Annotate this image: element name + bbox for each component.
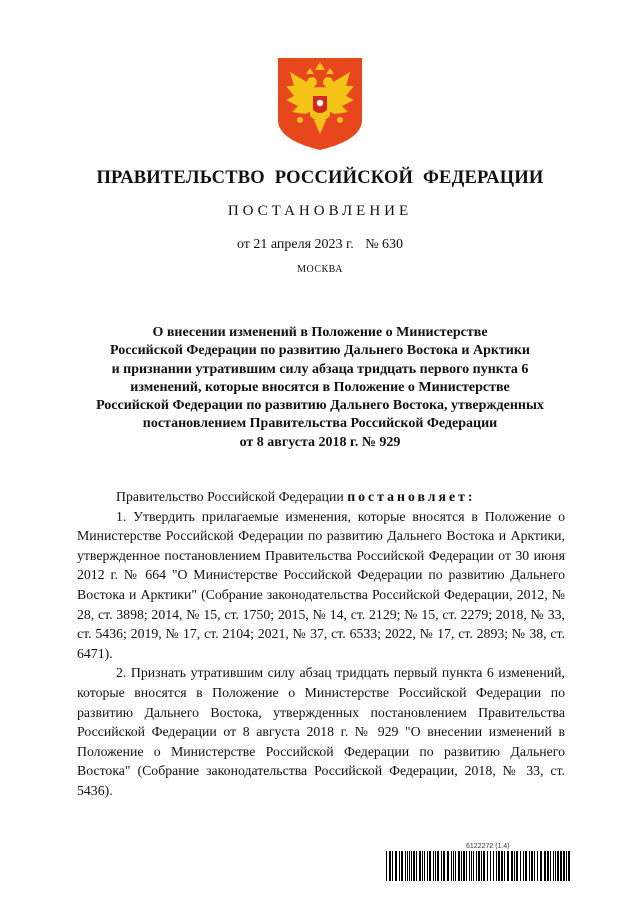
document-body [77,487,565,801]
document-subject [70,324,570,452]
preamble-paragraph [77,487,565,507]
russian-coat-of-arms-icon [276,56,364,152]
document-date-line [0,237,640,253]
barcode-icon [386,851,572,881]
document-type: ПОСТАНОВЛЕНИЕ [227,203,413,219]
subject-line: изменений, которые вносятся в Положение о Министерстве [130,379,510,395]
subject-line: Российской Федерации по развитию Дальнего Востока и Арктики [109,343,530,359]
document-city: МОСКВА [297,264,343,275]
decree-word: постановляет: [347,489,476,504]
subject-line: постановлением Правительства Российской Федерации [142,416,498,432]
item-2-paragraph: 2. Признать утратившим силу абзац тридцать первый пункта 6 изменений, которые вносятся в Положение о Министерстве Российской Федерации по развитию Дальнего Востока, утвержденных постановлением Правительства Российской Федерации от 8 августа 2018 г. № 929 "О внесении изменений в Положение о Министерстве Российской Федерации по развитию Дальнего Востока" (Собрание законодательства Российской Федерации, 2018, № 33, ст. 5436). [77,665,565,798]
document-date: от 21 апреля 2023 г. [236,237,354,252]
subject-line: от 8 августа 2018 г. № 929 [239,434,401,450]
item-1-paragraph: 1. Утвердить прилагаемые изменения, которые вносятся в Положение о Министерстве Российской Федерации по развитию Дальнего Востока и Арктики, утвержденное постановлением Правительства Российской Федерации от 30 июня 2012 г. № 664 "О Министерстве Российской Федерации по развитию Дальнего Востока и Арктики" (Собрание законодательства Российской Федерации, 2012, № 28, ст. 3898; 2014, № 15, ст. 1750; 2015, № 14, ст. 2129; № 15, ст. 2279; 2018, № 33, ст. 5436; 2019, № 17, ст. 2104; 2021, № 37, ст. 6533; 2022, № 17, ст. 2893; № 38, ст. 6471). [77,508,565,661]
subject-line: и признании утратившим силу абзаца тридцать первого пункта 6 [111,361,529,377]
government-title: ПРАВИТЕЛЬСТВО РОССИЙСКОЙ ФЕДЕРАЦИИ [96,168,544,188]
subject-line: О внесении изменений в Положение о Министерстве [152,325,488,340]
subject-line: Российской Федерации по развитию Дальнего Востока, утвержденных [96,398,544,414]
preamble-text: Правительство Российской Федерации [116,489,344,504]
barcode-code: 6122272 (1.4) [466,843,510,850]
document-number: № 630 [365,237,404,252]
